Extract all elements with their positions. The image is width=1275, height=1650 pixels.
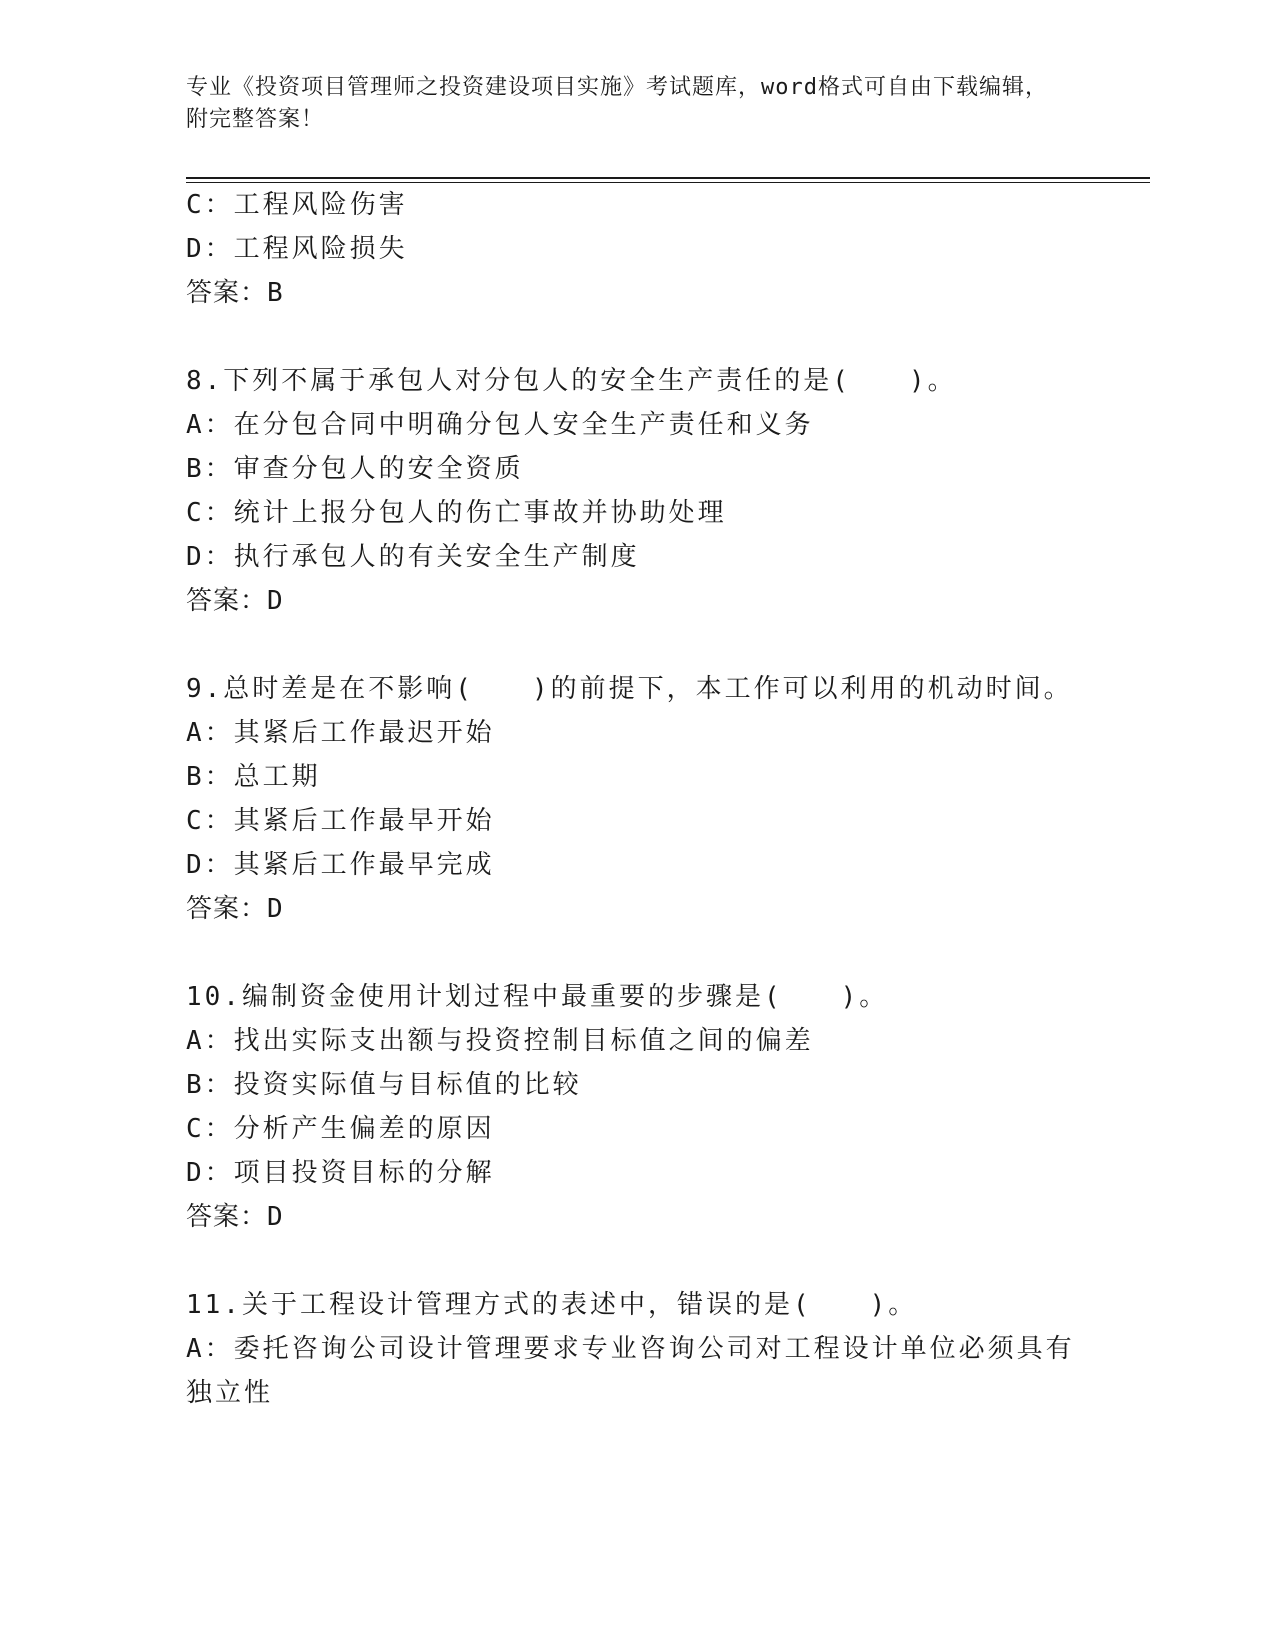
header-divider-thin (186, 182, 1150, 183)
question-stem: 9.总时差是在不影响( )的前提下，本工作可以利用的机动时间。 (186, 674, 1073, 704)
question-stem: 10.编制资金使用计划过程中最重要的步骤是( )。 (186, 982, 889, 1012)
question-stem: 11.关于工程设计管理方式的表述中，错误的是( )。 (186, 1290, 918, 1320)
document-header: 专业《投资项目管理师之投资建设项目实施》考试题库，word格式可自由下载编辑，附完整答案！ (186, 75, 1048, 132)
option-d: D：工程风险损失 (186, 234, 408, 264)
answer: 答案：D (186, 586, 284, 616)
option-c: C：其紧后工作最早开始 (186, 806, 495, 836)
question-stem: 8.下列不属于承包人对分包人的安全生产责任的是( )。 (186, 366, 957, 396)
option-d: D：其紧后工作最早完成 (186, 850, 495, 880)
option-c: C：工程风险伤害 (186, 190, 408, 220)
answer: 答案：D (186, 894, 284, 924)
option-a: A：找出实际支出额与投资控制目标值之间的偏差 (186, 1026, 814, 1056)
option-b: B：投资实际值与目标值的比较 (186, 1070, 582, 1100)
option-a: A：在分包合同中明确分包人安全生产责任和义务 (186, 410, 814, 440)
option-a: A：委托咨询公司设计管理要求专业咨询公司对工程设计单位必须具有 (186, 1334, 1075, 1364)
option-c: C：分析产生偏差的原因 (186, 1114, 495, 1144)
answer: 答案：D (186, 1202, 284, 1232)
header-divider-thick (186, 177, 1150, 179)
option-c: C：统计上报分包人的伤亡事故并协助处理 (186, 498, 727, 528)
option-a: A：其紧后工作最迟开始 (186, 718, 495, 748)
option-b: B：审查分包人的安全资质 (186, 454, 524, 484)
option-d: D：执行承包人的有关安全生产制度 (186, 542, 640, 572)
answer: 答案：B (186, 278, 284, 308)
option-b: B：总工期 (186, 762, 321, 792)
option-d: D：项目投资目标的分解 (186, 1158, 495, 1188)
option-a-continued: 独立性 (186, 1378, 274, 1408)
